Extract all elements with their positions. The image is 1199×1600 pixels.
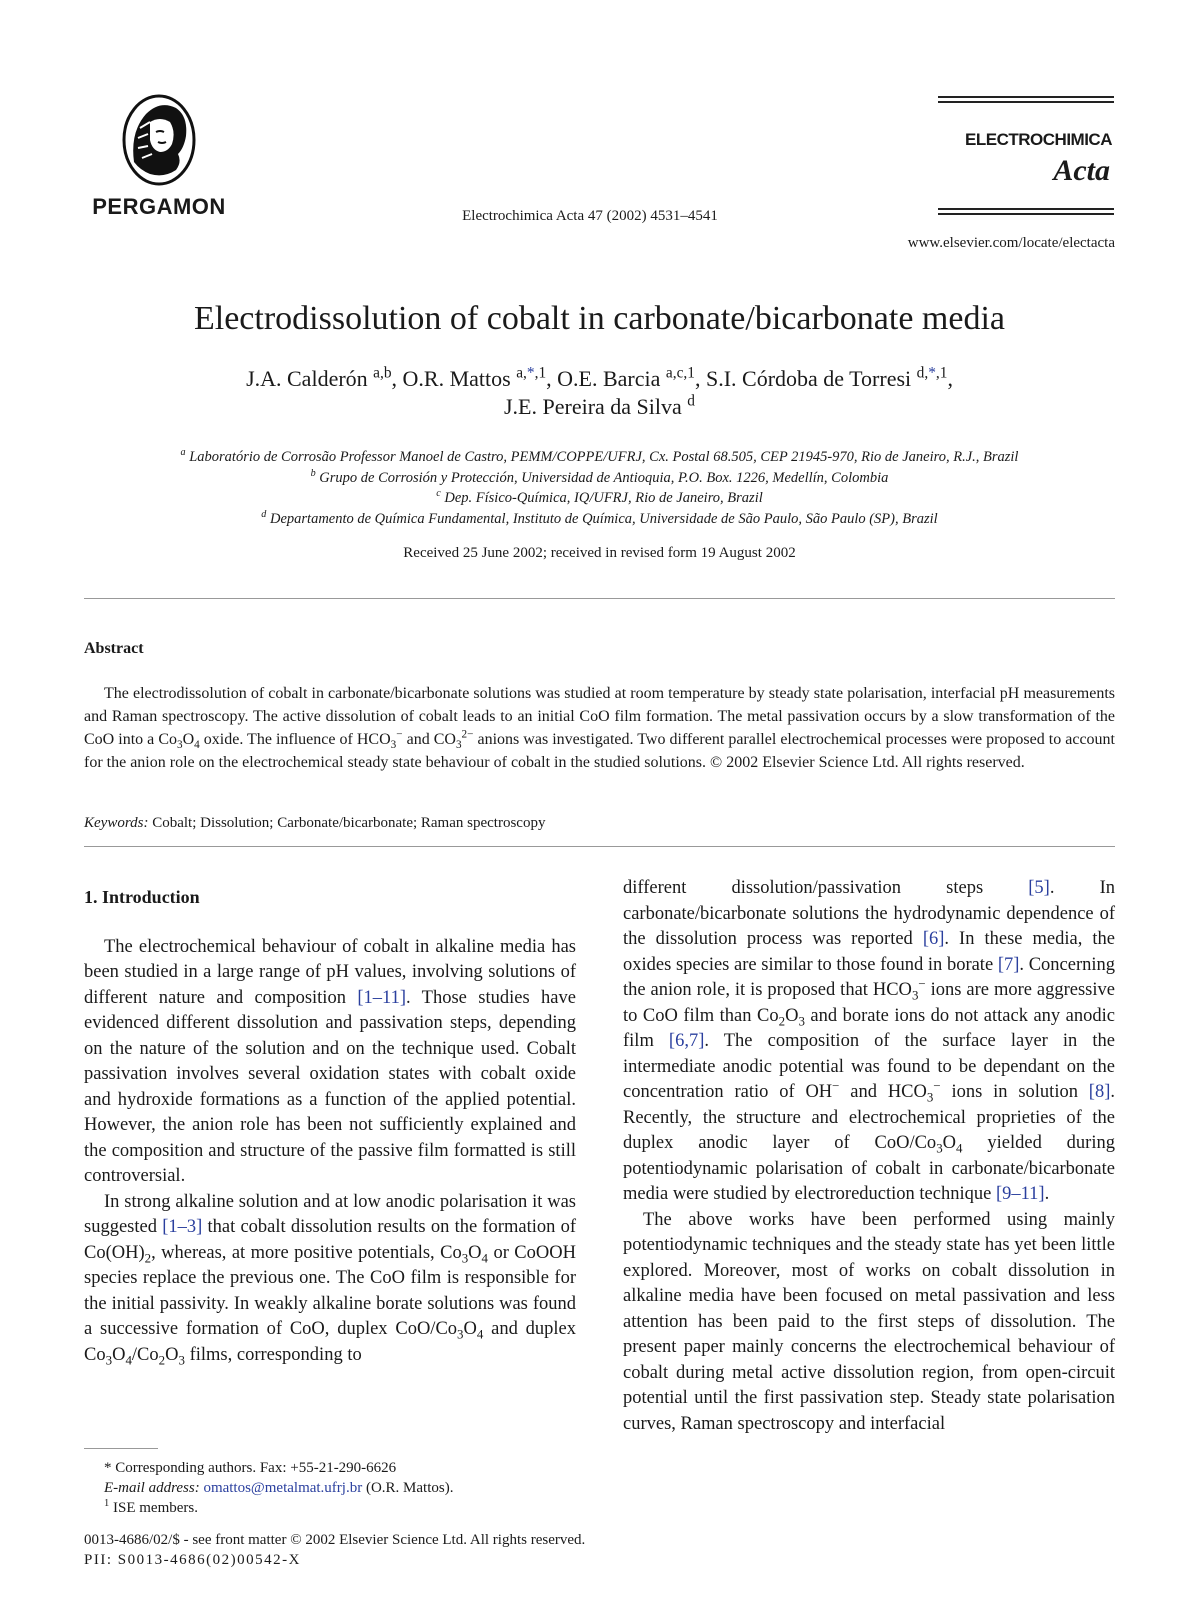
journal-logo: [938, 96, 1114, 224]
divider: [84, 598, 1115, 599]
logo-rule: [938, 96, 1114, 98]
author-name: S.I. Córdoba de Torresi: [705, 366, 912, 391]
citation-link[interactable]: [9–11]: [995, 1184, 1045, 1204]
keywords-label: Keywords:: [84, 815, 149, 831]
citation-link[interactable]: [5]: [1028, 878, 1050, 898]
pergamon-emblem-icon: [120, 92, 198, 188]
affiliation-mark: c: [436, 488, 441, 500]
affiliation-text: Grupo de Corrosión y Protección, Universidad de Antioquia, P.O. Box. 1226, Medellín, Colombia: [319, 469, 889, 486]
section-heading: 1. Introduction: [84, 887, 200, 907]
journal-url[interactable]: www.elsevier.com/locate/electacta: [907, 235, 1115, 251]
email-link[interactable]: omattos@metalmat.ufrj.br: [203, 1480, 363, 1496]
author-list: J.A. Calderón $^{a,b}$, O.R. Mattos $^{a,*,1}$, O.E. Barcia $^{a,c,1}$, S.I. Córdoba de Torresi $^{d,*,1}$, J.E. Pereira da Silva $^d$: [246, 364, 953, 419]
author-affiliation-mark: ,1: [534, 364, 547, 382]
keywords: [84, 815, 545, 832]
citation-link[interactable]: [7]: [997, 954, 1020, 975]
affiliation: [60, 468, 1139, 489]
footnote-text: ISE members.: [113, 1500, 198, 1516]
logo-rule: [938, 208, 1114, 210]
author-affiliation-mark: a,: [516, 364, 527, 382]
email-label: E-mail address:: [104, 1480, 200, 1496]
author-affiliation-mark: a,b: [373, 364, 392, 382]
author-affiliation-mark: a,c,1: [665, 364, 695, 382]
paragraph: In strong alkaline solution and at low anodic polarisation it was suggested [1–3] that cobalt dissolution results on the formation of $Co(OH)_2$, whereas, at more positive potentials, $Co_3O_4$ or CoOOH species replace the previous one. The CoO film is responsible for the initial passivity. In weakly alkaline borate solutions was found a successive formation of CoO, duplex CoO/$Co_3O_4$ and duplex $Co_3O_4/Co_2O_3$ films, corresponding to: [84, 1191, 576, 1368]
affiliation-text: Laboratório de Corrosão Professor Manoel de Castro, PEMM/COPPE/UFRJ, Cx. Postal 68.505, CEP 21945-970, Rio de Janeiro, R.J., Brazil: [189, 449, 1019, 465]
footnote-divider: [84, 1448, 158, 1449]
body-column-right: [623, 876, 1115, 1437]
received-dates: Received 25 June 2002; received in revised form 19 August 2002: [403, 545, 796, 561]
abstract-text: oxide. The influence of HCO: [199, 731, 391, 748]
affiliation: [60, 509, 1139, 530]
footnote-corresponding: * Corresponding authors. Fax: +55-21-290-6626: [104, 1460, 397, 1476]
footnote-email: [84, 1478, 453, 1498]
citation-link[interactable]: [1–3]: [162, 1217, 203, 1237]
affiliation-mark: a: [180, 447, 186, 459]
corresponding-author-link[interactable]: *: [526, 364, 535, 382]
email-owner: (O.R. Mattos).: [365, 1480, 454, 1496]
copyright-block: [84, 1530, 585, 1570]
author-affiliation-mark: ,1: [935, 364, 948, 382]
copyright-line: 0013-4686/02/$ - see front matter © 2002 Elsevier Science Ltd. All rights reserved.: [84, 1532, 586, 1548]
publisher-logo: [84, 92, 234, 220]
author-affiliation-mark: d,: [916, 364, 929, 382]
author-name: O.E. Barcia: [557, 366, 661, 391]
pii: PII: S0013-4686(02)00542-X: [84, 1552, 301, 1568]
footnotes: [84, 1458, 453, 1518]
author-affiliation-mark: d: [687, 392, 695, 410]
footnote-mark: 1: [104, 1498, 110, 1509]
author-name: J.A. Calderón: [246, 366, 368, 391]
affiliation-mark: d: [261, 508, 267, 520]
citation-link[interactable]: [6]: [922, 929, 945, 949]
affiliations: [60, 447, 1139, 529]
author-name: O.R. Mattos: [402, 366, 511, 391]
footnote-ise: [84, 1498, 453, 1518]
logo-rule: [938, 101, 1114, 103]
citation-link[interactable]: [6,7]: [668, 1031, 705, 1051]
affiliation: [60, 488, 1139, 509]
abstract-body: The electrodissolution of cobalt in carbonate/bicarbonate solutions was studied at room temperature by steady state polarisation, interfacial pH measurements and Raman spectroscopy. The active dissolution of cobalt leads to an initial CoO film formation. The metal passivation occurs by a slow transformation of the CoO into a $Co_3O_4$ oxide. The influence of $HCO_3^-$ and $CO_3^{2-}$ anions was investigated. Two different parallel electrochemical processes were proposed to account for the anion role on the electrochemical steady state behaviour of cobalt in the studied solutions. © 2002 Elsevier Science Ltd. All rights reserved.: [84, 685, 1115, 771]
divider: [84, 846, 1115, 847]
abstract-heading: Abstract: [84, 640, 144, 657]
paragraph: different dissolution/passivation steps [5]. In carbonate/bicarbonate solutions the hydrodynamic dependence of the dissolution process was reported [6]. In these media, the oxides species are similar to those found in borate [7]. Concerning the anion role, it is proposed that $HCO_3^-$ ions are more aggressive to CoO film than $Co_2O_3$ and borate ions do not attack any anodic film [6,7]. The composition of the surface layer in the intermediate anodic potential was found to be dependant on the concentration ratio of OH− and $HCO_3^-$ ions in solution [8]. Recently, the structure and electrochemical proprieties of the duplex anodic layer of CoO/$Co_3O_4$ yielded during potentiodynamic polarisation of cobalt in carbonate/bicarbonate media were studied by electroreduction technique [9–11].: [623, 878, 1116, 1204]
journal-citation: Electrochimica Acta 47 (2002) 4531–4541: [462, 208, 718, 224]
publisher-name: PERGAMON: [92, 194, 226, 219]
paper-title: Electrodissolution of cobalt in carbonate/bicarbonate media: [194, 300, 1005, 337]
paragraph: The above works have been performed using mainly potentiodynamic techniques and the steady state has yet been little explored. Moreover, most of works on cobalt dissolution in alkaline media have been focused on metal passivation and less attention has been paid to the first steps of dissolution. The present paper mainly concerns the electrochemical behaviour of cobalt during metal active dissolution region, from open-circuit potential until the first passivation step. Steady state polarisation curves, Raman spectroscopy and interfacial: [623, 1209, 1115, 1434]
journal-logo-name: ELECTROCHIMICA: [965, 130, 1112, 149]
affiliation-text: Departamento de Química Fundamental, Instituto de Química, Universidade de São Paulo, São Paulo (SP), Brazil: [269, 510, 938, 527]
affiliation: [60, 447, 1139, 468]
body-column-left: [84, 885, 576, 1368]
keywords-text: Cobalt; Dissolution; Carbonate/bicarbonate; Raman spectroscopy: [152, 815, 546, 831]
affiliation-text: Dep. Físico-Química, IQ/UFRJ, Rio de Janeiro, Brazil: [444, 490, 763, 506]
affiliation-mark: b: [310, 467, 316, 479]
corresponding-author-link[interactable]: *: [928, 364, 936, 382]
abstract-text: The electrodissolution of cobalt in carbonate/bicarbonate solutions was studied at room temperature by steady state polarisation, interfacial pH measurements and Raman spectroscopy. The active dissolution of cobalt leads to an initial CoO film formation. The metal passivation occurs by a slow transformation of the CoO into a Co: [84, 685, 1115, 748]
abstract-text: anions was investigated. Two different parallel electrochemical processes were proposed to account for the anion role on the electrochemical steady state behaviour of cobalt in the studied solutions. © 2002 Elsevier Science Ltd. All rights reserved.: [84, 731, 1115, 771]
author-name: J.E. Pereira da Silva: [504, 394, 682, 419]
logo-rule: [938, 213, 1114, 215]
citation-link[interactable]: [8]: [1088, 1082, 1111, 1102]
citation-link[interactable]: [1–11]: [357, 987, 406, 1008]
paragraph: The electrochemical behaviour of cobalt in alkaline media has been studied in a large range of pH values, involving solutions of different nature and composition [1–11]. Those studies have evidenced different dissolution and passivation steps, depending on the nature of the solution and on the technique used. Cobalt passivation involves several oxidation states with cobalt oxide and hydroxide formations as a function of the applied potential. However, the anion role has been not sufficiently explained and the composition and structure of the passive film formatted is still controversial.: [84, 936, 576, 1186]
abstract-text: and CO: [402, 731, 456, 748]
journal-logo-acta: Acta: [1053, 154, 1110, 187]
